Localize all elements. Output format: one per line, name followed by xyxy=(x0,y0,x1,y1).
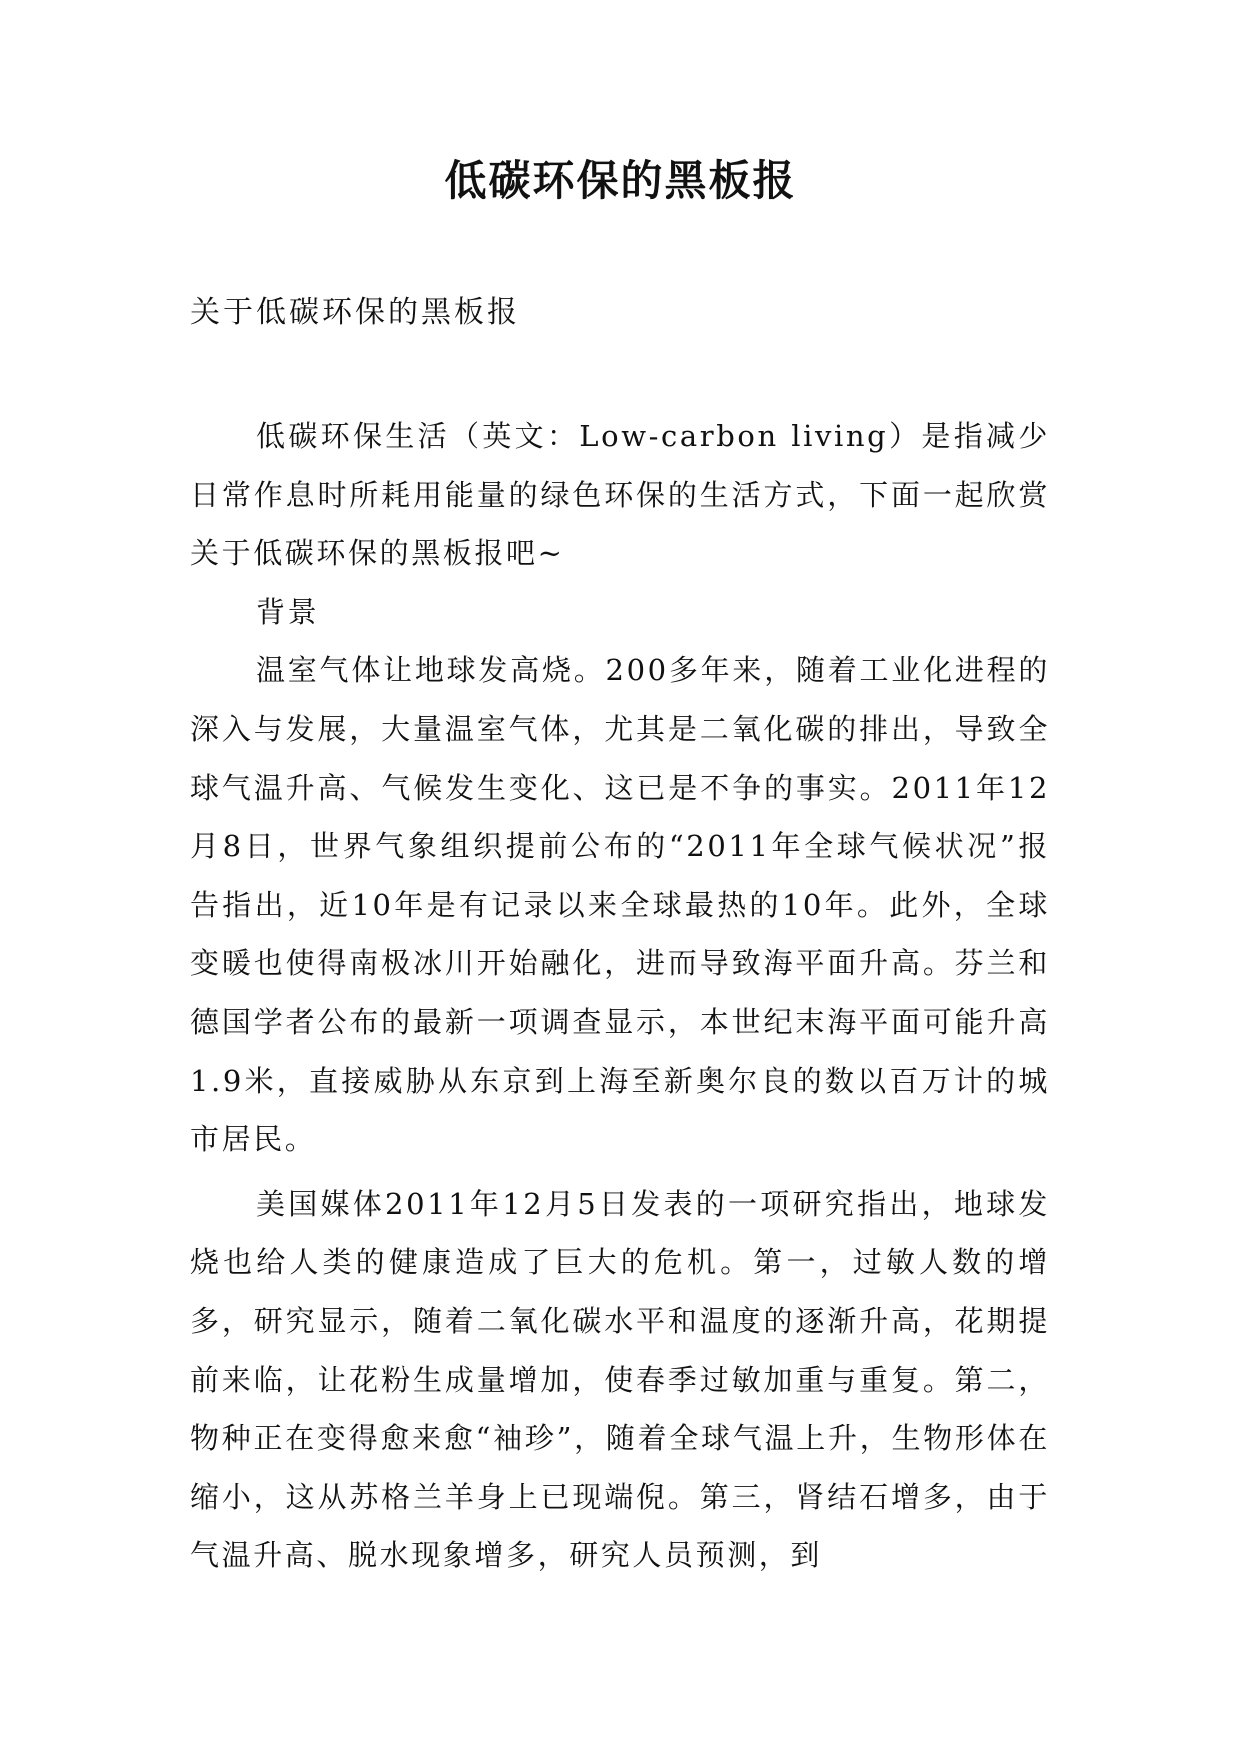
document-subtitle: 关于低碳环保的黑板报 xyxy=(190,295,520,330)
body-paragraph: 美国媒体2011年12月5日发表的一项研究指出，地球发烧也给人类的健康造成了巨大的危机。第一，过敏人数的增多，研究显示，随着二氧化碳水平和温度的逐渐升高，花期提前来临，让花粉生成量增加，使春季过敏加重与重复。第二，物种正在变得愈来愈“袖珍”，随着全球气温上升，生物形体在缩小，这从苏格兰羊身上已现端倪。第三，肾结石增多，由于气温升高、脱水现象增多，研究人员预测，到 xyxy=(190,1186,1050,1573)
document-body xyxy=(190,407,1050,1585)
section-heading-background: 背景 xyxy=(256,594,320,629)
intro-paragraph: 低碳环保生活（英文：Low-carbon living）是指减少日常作息时所耗用能量的绿色环保的生活方式，下面一起欣赏关于低碳环保的黑板报吧~ xyxy=(190,419,1050,571)
document-title: 低碳环保的黑板报 xyxy=(444,156,797,205)
body-paragraph: 温室气体让地球发高烧。200多年来，随着工业化进程的深入与发展，大量温室气体，尤其是二氧化碳的排出，导致全球气温升高、气候发生变化、这已是不争的事实。2011年12月8日，世界气象组织提前公布的“2011年全球气候状况”报告指出，近10年是有记录以来全球最热的10年。此外，全球变暖也使得南极冰川开始融化，进而导致海平面升高。芬兰和德国学者公布的最新一项调查显示，本世纪末海平面可能升高1.9米，直接威胁从东京到上海至新奥尔良的数以百万计的城市居民。 xyxy=(190,653,1050,1157)
